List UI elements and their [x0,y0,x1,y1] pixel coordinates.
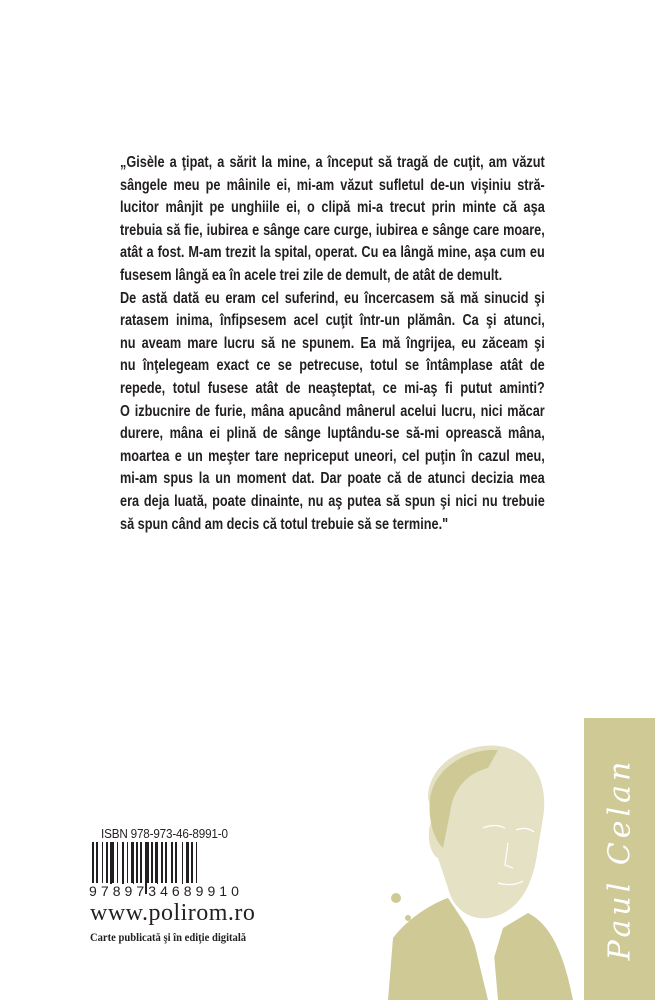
barcode-bar [110,842,114,884]
publisher-website[interactable]: www.polirom.ro [90,900,256,926]
isbn-text: ISBN 978-973-46-8991-0 [101,826,228,841]
barcode-bar [127,842,128,884]
barcode-digits [88,883,240,899]
blurb-line: De astă dată eu eram cel suferind, eu încercasem să mă sinucid şi [120,289,545,307]
blurb-line: O izbucnire de furie, mâna apucând mânerul acelui lucru, nici măcar [120,402,545,420]
blurb-line: nu înţelegeam exact ce se petrecuse, totul se întâmplase atât de [120,357,545,375]
digital-edition-note: Carte publicată şi în ediţie digitală [90,932,247,944]
barcode-digit: 9 [195,883,204,899]
barcode-digit: 8 [183,883,192,899]
blurb-line: mi-am spus la un moment dat. Dar poate că de atunci decizia mea [120,470,545,488]
barcode-bar [140,842,142,884]
barcode-bar [161,842,163,884]
barcode-bar [151,842,153,884]
barcode-bar [122,842,124,884]
author-signature: Paul Celan [602,757,637,961]
blurb-line: ratasem inima, înfipsesem acel cuţit într-un plămân. Ca şi atunci, [120,312,545,330]
blurb-line: sângele meu pe mâinile ei, mi-am văzut sufletul de-un vişiniu stră- [120,176,545,194]
barcode-bar [175,842,177,884]
barcode-bar [102,842,103,884]
author-portrait-illustration [388,738,583,1000]
barcode-digit: 9 [124,883,133,899]
barcode-digit: 7 [136,883,145,899]
barcode-bar [186,842,189,884]
barcode-digit: 3 [148,883,157,899]
barcode-bar [117,842,118,884]
barcode-bar [155,842,158,884]
blurb-line: lucitor mânjit pe unghiile ei, o clipă mi-a trecut prin minte că aşa [120,199,545,217]
barcode-bar [165,842,167,884]
barcode-digit: 8 [112,883,121,899]
barcode-digit: 7 [100,883,109,899]
barcode-digit: 9 [207,883,216,899]
barcode-bar [136,842,138,884]
blurb-line: trebuia să fie, iubirea e sânge care curge, iubirea e sânge care moare, [120,221,545,239]
blurb-line: fusesem lângă ea în acele trei zile de demult, de atât de demult. [120,266,503,284]
barcode-digit: 0 [231,883,239,899]
blurb-line: nu aveam mare lucru să ne spunem. Ea mă îngrijea, eu zăceam şi [120,334,545,352]
barcode-bar [171,842,173,884]
blurb-line: atât a fost. M-am trezit la spital, operat. Cu ea lângă mine, aşa cum eu [120,244,545,262]
blurb-line: era deja luată, poate dinainte, nu aş putea să spun şi nici nu trebuie [120,492,545,510]
barcode-digit: 6 [171,883,180,899]
barcode-digit: 9 [89,883,97,899]
barcode-bar [182,842,183,884]
blurb-line: „Gisèle a ţipat, a sărit la mine, a început să tragă de cuţit, am văzut [120,154,545,171]
author-signature-strip [584,718,655,1000]
blurb-line: moartea e un meşter tare nepriceput uneori, cel puţin în cazul meu, [120,447,545,465]
barcode-bar [131,842,134,884]
blurb-line: să spun când am decis că totul trebuie să se termine." [120,515,449,533]
barcode-bar [106,842,108,884]
blurb-line: durere, mâna ei plină de sânge luptându-se să-mi oprească mâna, [120,425,545,443]
blurb-line: repede, totul fusese atât de neaşteptat, ce mi-aş fi putut aminti? [120,379,545,397]
barcode-digit: 1 [219,883,228,899]
barcode-digit: 4 [160,883,168,899]
back-cover-blurb [120,152,545,536]
